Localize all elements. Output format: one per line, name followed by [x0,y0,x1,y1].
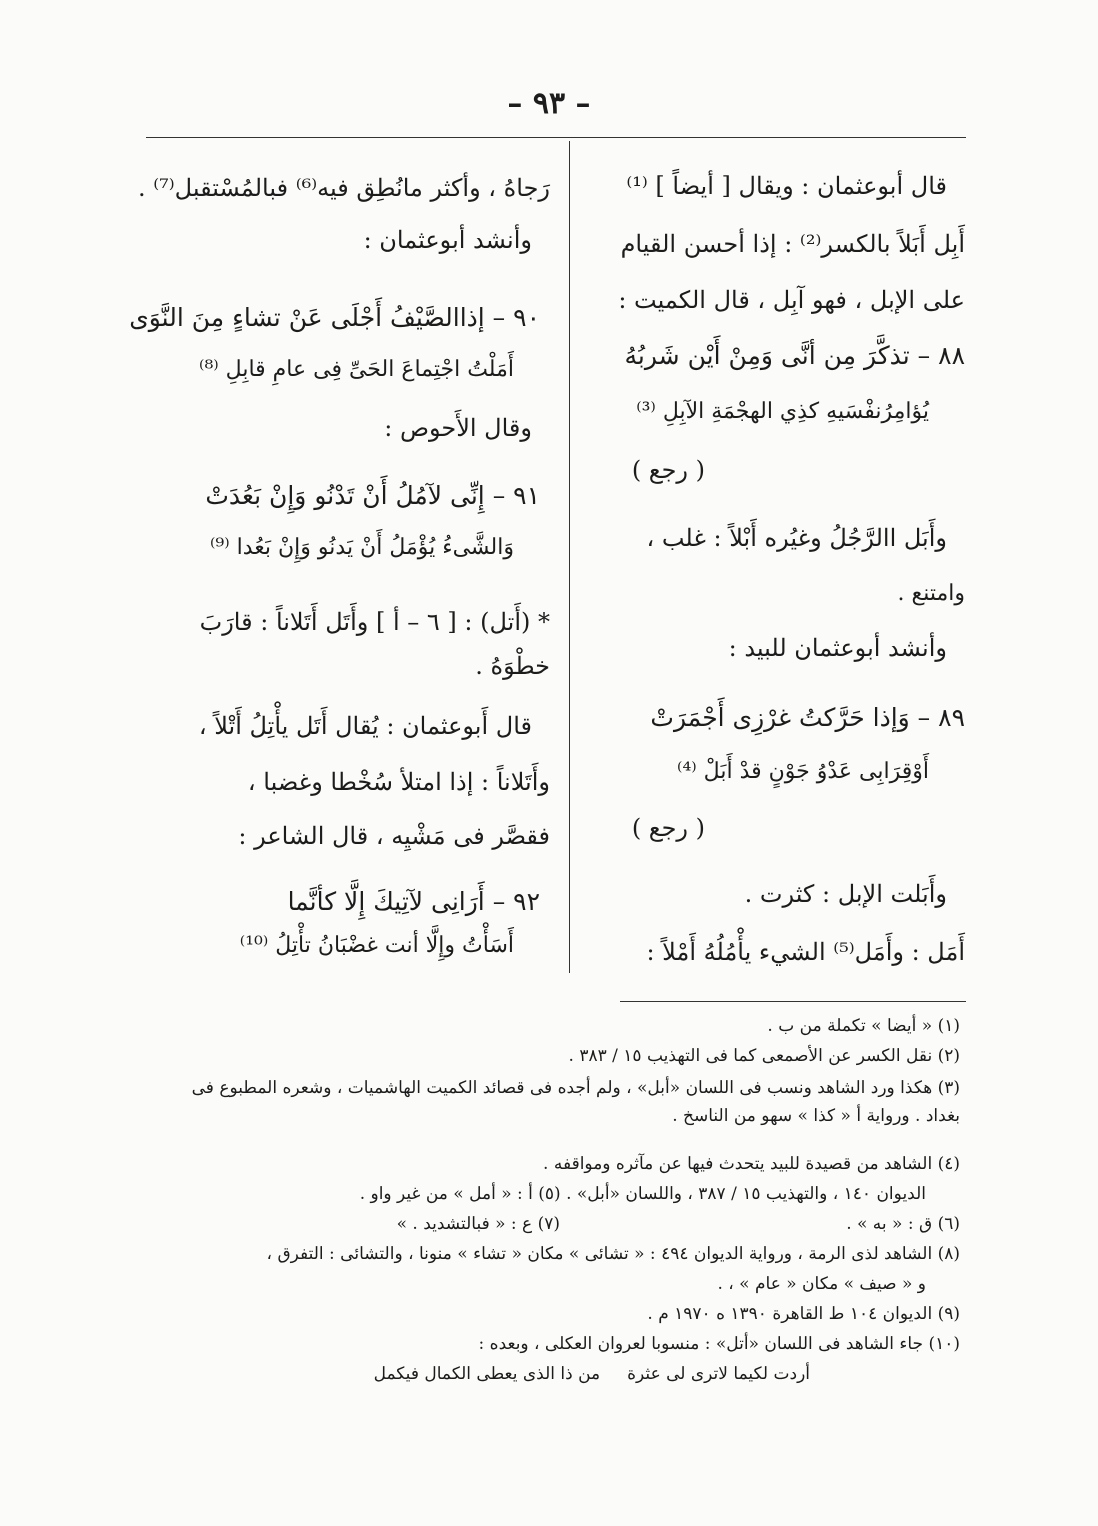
text-line: قال أبوعثمان : ويقال [ أيضاً ] ⁽¹⁾ [626,172,947,200]
return-marker: ( رجع ) [631,456,705,484]
verse-line: أَوْقِرَابِى عَدْوُ جَوْنٍ قدْ أَبَلْ ⁽⁴⁾ [677,759,929,784]
text-line: وأَتَلاناً : إذا امتلأ سُخْطا وغضبا ، [247,768,550,796]
footnote-rule [620,1001,966,1002]
text-line: وامتنع . [897,581,965,606]
footnote-verse: أردت لكيما لاترى لى عثرة من ذا الذى يعطى الكمال فيكمل [373,1364,810,1384]
text-line: وأَبَل االرَّجُلُ وغيُره أَبْلاً : غلب ، [646,524,947,552]
verse-line: ٩٢ – أَرَانِى لآتِيكَ إِلَّا كأنَّما [287,887,540,916]
footnote: (٢) نقل الكسر عن الأصمعى كما فى التهذيب ١٥ / ٣٨٣ . [568,1046,960,1066]
verse-line: ٩٠ – إذاالصَّيْفُ أَجْلَى عَنْ تشاءٍ مِنَ النَّوَى [129,303,540,332]
footnote: (٧) ع : « فبالتشديد . » [396,1214,560,1234]
top-rule [146,137,966,138]
text-line: على الإبل ، فهو آبِل ، قال الكميت : [618,286,965,314]
verse-line: وَالشَّىءُ يُؤْمَلُ أَنْ يَدنُو وَإِنْ بَعُدا ⁽⁹⁾ [210,535,514,560]
verse-line: أَمَلْتُ اجْتِماعَ الحَىِّ فِى عامِ قابِلِ ⁽⁸⁾ [199,357,514,382]
footnote: الديوان ١٤٠ ، والتهذيب ١٥ / ٣٨٧ ، واللسان «أبل» . (٥) أ : « أمل » من غير واو . [359,1184,926,1204]
verse-line: ٩١ – إِنِّى لآمُلُ أَنْ تَدْنُو وَإِنْ بَعُدَتْ [205,481,540,510]
text-line: وقال الأَحوص : [384,414,532,442]
verse-line: ٨٩ – وَإذا حَرَّكتُ غرْزِى أَجْمَرَتْ [650,703,965,732]
text-line: أَبِل أَبَلاً بالكسر⁽²⁾ : إذا أحسن القيام [620,230,965,258]
footnote: (١) « أيضا » تكملة من ب . [767,1016,960,1036]
text-line: وأَبَلت الإبل : كثرت . [744,880,947,908]
column-divider [569,141,570,973]
footnote: (٤) الشاهد من قصيدة للبيد يتحدث فيها عن مآثره ومواقفه . [543,1154,960,1174]
footnote: (٩) الديوان ١٠٤ ط القاهرة ١٣٩٠ ه ١٩٧٠ م . [647,1304,960,1324]
return-marker: ( رجع ) [631,814,705,842]
text-line: قال أَبوعثمان : يُقال أَتَل يأْتِلُ أَتْلاً ، [198,712,532,740]
text-line: وأنشد أبوعثمان للبيد : [728,634,947,662]
text-line: فقصَّر فى مَشْيِه ، قال الشاعر : [238,822,550,850]
footnote: (١٠) جاء الشاهد فى اللسان «أتل» : منسوبا لعروان العكلى ، وبعده : [478,1334,960,1354]
verse-line: ٨٨ – تذكَّرَ مِن أنَّى وَمِنْ أَيْن شَربُهُ [624,341,965,370]
entry-heading: * (أَتل) : [ ٦ – أ ] وأَتَل أَتَلاناً : قارَبَ خطْوَهُ . [199,608,550,680]
footnote: (٦) ق : « به » . [846,1214,960,1234]
text-line: أَمَل : وأَمَل⁽⁵⁾ الشيء يأْمُلُهُ أَمْلاً : [646,938,965,966]
text-line: رَجاهُ ، وأكثر مانُطِق فيه⁽⁶⁾ فبالمُسْتقبل⁽⁷⁾ . [137,174,550,202]
verse-line: أَسَأْتُ وإِلَّا أنت غضْبَانُ تأْتِلُ ⁽¹⁰⁾ [239,933,514,958]
footnote: (٣) هكذا ورد الشاهد ونسب فى اللسان «أبل» ، ولم أجده فى قصائد الكميت الهاشميات ، وشعره المطبوع فى بغداد . ورواية أ « كذا » سهو من الناسخ . [191,1078,960,1126]
page-number: – ٩٣ – [507,86,591,121]
text-line: وأنشد أبوعثمان : [363,226,532,254]
footnote: و « صيف » مكان « عام » ، . [717,1274,926,1294]
verse-line: يُؤامِرُنفْسَيهِ كذِي الهجْمَةِ الآبِلِ ⁽³⁾ [636,399,929,424]
footnote: (٨) الشاهد لذى الرمة ، ورواية الديوان ٤٩٤ : « تشائى » مكان « تشاء » منونا ، والتشائى : التفرق ، [266,1244,960,1264]
